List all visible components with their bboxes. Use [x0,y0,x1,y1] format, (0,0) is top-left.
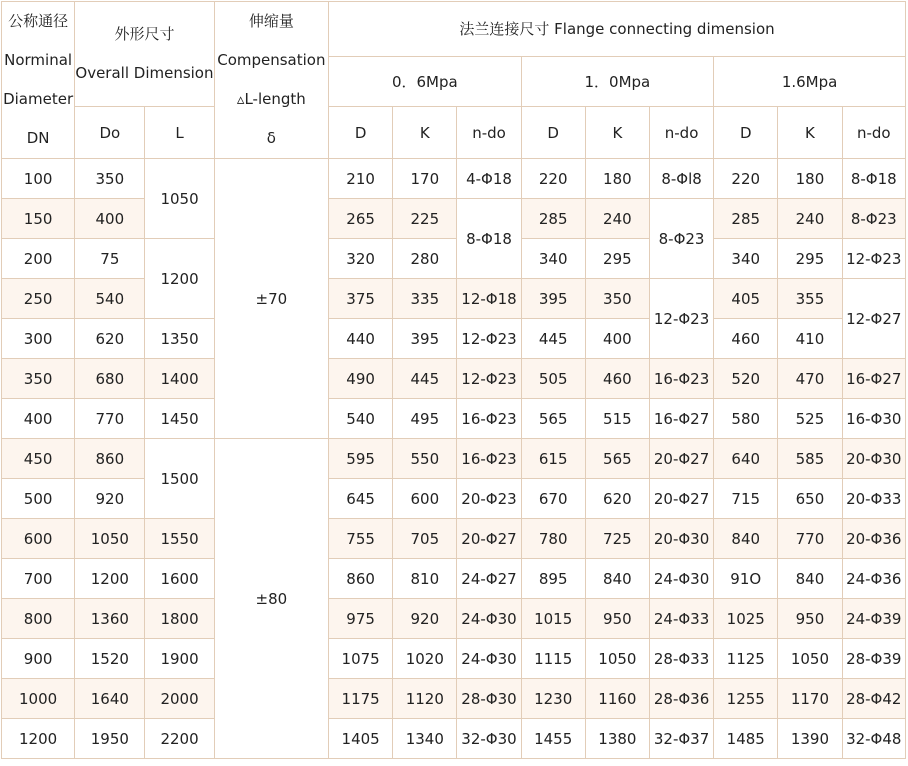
cell-n1: 12-Φ23 [457,319,521,359]
cell-n3: 20-Φ36 [842,519,905,559]
cell-k1: 335 [393,279,457,319]
cell-d2: 285 [521,199,585,239]
table-row [2,439,906,479]
cell-n3: 28-Φ39 [842,639,905,679]
cell-n1: 16-Φ23 [457,399,521,439]
table-row [2,679,906,719]
table-row [2,719,906,759]
dn-header-line-1: 公称通径 [8,12,69,30]
table-row [2,279,906,319]
col-header-d-06: D [329,107,393,159]
cell-do: 1050 [75,519,145,559]
cell-n1: 24-Φ30 [457,639,521,679]
col-header-k-10: K [585,107,649,159]
cell-d3: 405 [714,279,778,319]
cell-dn: 450 [2,439,75,479]
dn-header-line-3: Diameter [3,90,74,108]
col-header-ndo-16: n-do [842,107,905,159]
cell-d2: 565 [521,399,585,439]
cell-n2: 16-Φ27 [649,399,713,439]
cell-k2: 1160 [585,679,649,719]
cell-n1: 24-Φ30 [457,599,521,639]
cell-k3: 1390 [778,719,842,759]
cell-n2: 12-Φ23 [649,279,713,359]
table-row [2,519,906,559]
col-header-d-10: D [521,107,585,159]
cell-do: 1640 [75,679,145,719]
cell-n2: 28-Φ36 [649,679,713,719]
cell-k2: 460 [585,359,649,399]
col-header-ndo-06: n-do [457,107,521,159]
cell-k2: 1050 [585,639,649,679]
cell-compensation: ±70 [214,159,328,439]
cell-n2: 8-Φ23 [649,199,713,279]
cell-do: 1360 [75,599,145,639]
cell-do: 1950 [75,719,145,759]
cell-compensation: ±80 [214,439,328,759]
cell-k1: 705 [393,519,457,559]
cell-d1: 440 [329,319,393,359]
cell-d1: 320 [329,239,393,279]
cell-dn: 250 [2,279,75,319]
cell-l: 1550 [145,519,214,559]
cell-d1: 375 [329,279,393,319]
cell-l: 1400 [145,359,214,399]
cell-l: 1050 [145,159,214,239]
cell-d2: 220 [521,159,585,199]
cell-d2: 505 [521,359,585,399]
compensation-line-1: 伸缩量 [248,12,294,30]
cell-l: 1600 [145,559,214,599]
compensation-line-3: ▵L-length [236,90,306,108]
cell-k3: 355 [778,279,842,319]
cell-n3: 8-Φ23 [842,199,905,239]
cell-d3: 220 [714,159,778,199]
col-header-l: L [145,107,214,159]
col-header-k-16: K [778,107,842,159]
cell-k2: 840 [585,559,649,599]
cell-k3: 840 [778,559,842,599]
flange-dimension-title: 法兰连接尺寸 Flange connecting dimension [329,2,906,57]
cell-dn: 800 [2,599,75,639]
cell-k1: 170 [393,159,457,199]
cell-d2: 1115 [521,639,585,679]
cell-n3: 24-Φ36 [842,559,905,599]
cell-do: 75 [75,239,145,279]
pressure-1-6: 1.6Mpa [714,56,906,107]
col-header-k-06: K [393,107,457,159]
cell-do: 350 [75,159,145,199]
cell-k2: 1380 [585,719,649,759]
cell-d2: 1015 [521,599,585,639]
cell-d2: 670 [521,479,585,519]
cell-n2: 16-Φ23 [649,359,713,399]
pressure-0-6: 0．6Mpa [329,56,522,107]
cell-d1: 490 [329,359,393,399]
overall-dimension-cn: 外形尺寸 [114,25,175,44]
table-row [2,399,906,439]
cell-l: 2000 [145,679,214,719]
cell-n3: 28-Φ42 [842,679,905,719]
cell-l: 1350 [145,319,214,359]
cell-dn: 350 [2,359,75,399]
cell-d3: 91O [714,559,778,599]
cell-dn: 300 [2,319,75,359]
cell-d3: 520 [714,359,778,399]
cell-k2: 620 [585,479,649,519]
cell-k2: 350 [585,279,649,319]
cell-n3: 12-Φ27 [842,279,905,359]
overall-dimension-en: Overall Dimension [75,64,214,83]
cell-do: 620 [75,319,145,359]
cell-d3: 460 [714,319,778,359]
cell-do: 680 [75,359,145,399]
cell-d1: 210 [329,159,393,199]
cell-d1: 755 [329,519,393,559]
cell-k3: 180 [778,159,842,199]
cell-k2: 295 [585,239,649,279]
cell-d3: 840 [714,519,778,559]
cell-k3: 950 [778,599,842,639]
cell-d2: 780 [521,519,585,559]
dn-header-line-2: Norminal [4,51,73,69]
table-row [2,479,906,519]
table-row [2,559,906,599]
cell-d1: 645 [329,479,393,519]
cell-d2: 340 [521,239,585,279]
cell-k1: 810 [393,559,457,599]
cell-dn: 600 [2,519,75,559]
table-row [2,159,906,199]
cell-d2: 445 [521,319,585,359]
overall-dimension-header [75,2,214,107]
cell-n3: 16-Φ27 [842,359,905,399]
cell-d1: 860 [329,559,393,599]
cell-n1: 20-Φ23 [457,479,521,519]
cell-n3: 20-Φ33 [842,479,905,519]
cell-n2: 20-Φ27 [649,439,713,479]
cell-l: 1500 [145,439,214,519]
flange-dimension-table [1,1,906,759]
cell-k3: 650 [778,479,842,519]
compensation-line-2: Compensation [217,51,326,69]
cell-k1: 550 [393,439,457,479]
cell-n3: 16-Φ30 [842,399,905,439]
cell-d1: 1405 [329,719,393,759]
cell-n2: 28-Φ33 [649,639,713,679]
cell-n3: 24-Φ39 [842,599,905,639]
cell-k2: 240 [585,199,649,239]
cell-d2: 1455 [521,719,585,759]
cell-dn: 500 [2,479,75,519]
cell-dn: 200 [2,239,75,279]
cell-l: 2200 [145,719,214,759]
cell-k1: 600 [393,479,457,519]
cell-n1: 12-Φ23 [457,359,521,399]
compensation-header [214,2,328,159]
cell-k3: 470 [778,359,842,399]
cell-d3: 715 [714,479,778,519]
cell-k2: 180 [585,159,649,199]
cell-n1: 28-Φ30 [457,679,521,719]
cell-n2: 24-Φ30 [649,559,713,599]
cell-k2: 950 [585,599,649,639]
cell-k1: 445 [393,359,457,399]
cell-k3: 295 [778,239,842,279]
cell-n2: 32-Φ37 [649,719,713,759]
col-header-d-16: D [714,107,778,159]
cell-d1: 540 [329,399,393,439]
cell-d3: 580 [714,399,778,439]
cell-n2: 24-Φ33 [649,599,713,639]
cell-dn: 1200 [2,719,75,759]
table-row [2,639,906,679]
cell-d1: 595 [329,439,393,479]
cell-n1: 20-Φ27 [457,519,521,559]
cell-n2: 20-Φ30 [649,519,713,559]
cell-k3: 1050 [778,639,842,679]
cell-k2: 515 [585,399,649,439]
cell-n3: 20-Φ30 [842,439,905,479]
cell-dn: 100 [2,159,75,199]
cell-k2: 400 [585,319,649,359]
cell-d3: 285 [714,199,778,239]
cell-d3: 1025 [714,599,778,639]
cell-k1: 495 [393,399,457,439]
cell-n1: 16-Φ23 [457,439,521,479]
cell-n1: 12-Φ18 [457,279,521,319]
cell-dn: 400 [2,399,75,439]
cell-k1: 395 [393,319,457,359]
table-row [2,199,906,239]
cell-k3: 585 [778,439,842,479]
cell-l: 1900 [145,639,214,679]
cell-dn: 900 [2,639,75,679]
cell-k2: 565 [585,439,649,479]
cell-k2: 725 [585,519,649,559]
cell-k1: 1340 [393,719,457,759]
table-row [2,239,906,279]
cell-do: 1200 [75,559,145,599]
cell-d3: 1485 [714,719,778,759]
pressure-1-0: 1．0Mpa [521,56,714,107]
cell-k3: 525 [778,399,842,439]
cell-do: 770 [75,399,145,439]
cell-d1: 1175 [329,679,393,719]
cell-d1: 265 [329,199,393,239]
cell-d3: 340 [714,239,778,279]
cell-k1: 280 [393,239,457,279]
cell-d3: 1125 [714,639,778,679]
cell-d2: 1230 [521,679,585,719]
cell-d2: 895 [521,559,585,599]
col-header-ndo-10: n-do [649,107,713,159]
cell-l: 1200 [145,239,214,319]
cell-d3: 640 [714,439,778,479]
cell-k3: 770 [778,519,842,559]
cell-n2: 8-Φl8 [649,159,713,199]
dn-header [2,2,75,159]
cell-k3: 240 [778,199,842,239]
cell-d2: 395 [521,279,585,319]
cell-n3: 32-Φ48 [842,719,905,759]
cell-k3: 1170 [778,679,842,719]
cell-k1: 920 [393,599,457,639]
cell-k3: 410 [778,319,842,359]
cell-do: 400 [75,199,145,239]
cell-dn: 700 [2,559,75,599]
col-header-do: Do [75,107,145,159]
cell-d3: 1255 [714,679,778,719]
table-row [2,599,906,639]
cell-l: 1800 [145,599,214,639]
cell-dn: 1000 [2,679,75,719]
cell-n1: 24-Φ27 [457,559,521,599]
cell-n1: 4-Φ18 [457,159,521,199]
cell-n1: 32-Φ30 [457,719,521,759]
cell-do: 1520 [75,639,145,679]
cell-dn: 150 [2,199,75,239]
table-row [2,319,906,359]
cell-d1: 975 [329,599,393,639]
cell-do: 920 [75,479,145,519]
dn-header-line-4: DN [26,129,50,147]
cell-n1: 8-Φ18 [457,199,521,279]
compensation-line-4: δ [266,129,276,147]
cell-k1: 1020 [393,639,457,679]
cell-l: 1450 [145,399,214,439]
cell-d1: 1075 [329,639,393,679]
cell-do: 540 [75,279,145,319]
cell-do: 860 [75,439,145,479]
cell-k1: 225 [393,199,457,239]
table-row [2,359,906,399]
cell-k1: 1120 [393,679,457,719]
cell-n3: 8-Φ18 [842,159,905,199]
cell-n3: 12-Φ23 [842,239,905,279]
cell-n2: 20-Φ27 [649,479,713,519]
cell-d2: 615 [521,439,585,479]
